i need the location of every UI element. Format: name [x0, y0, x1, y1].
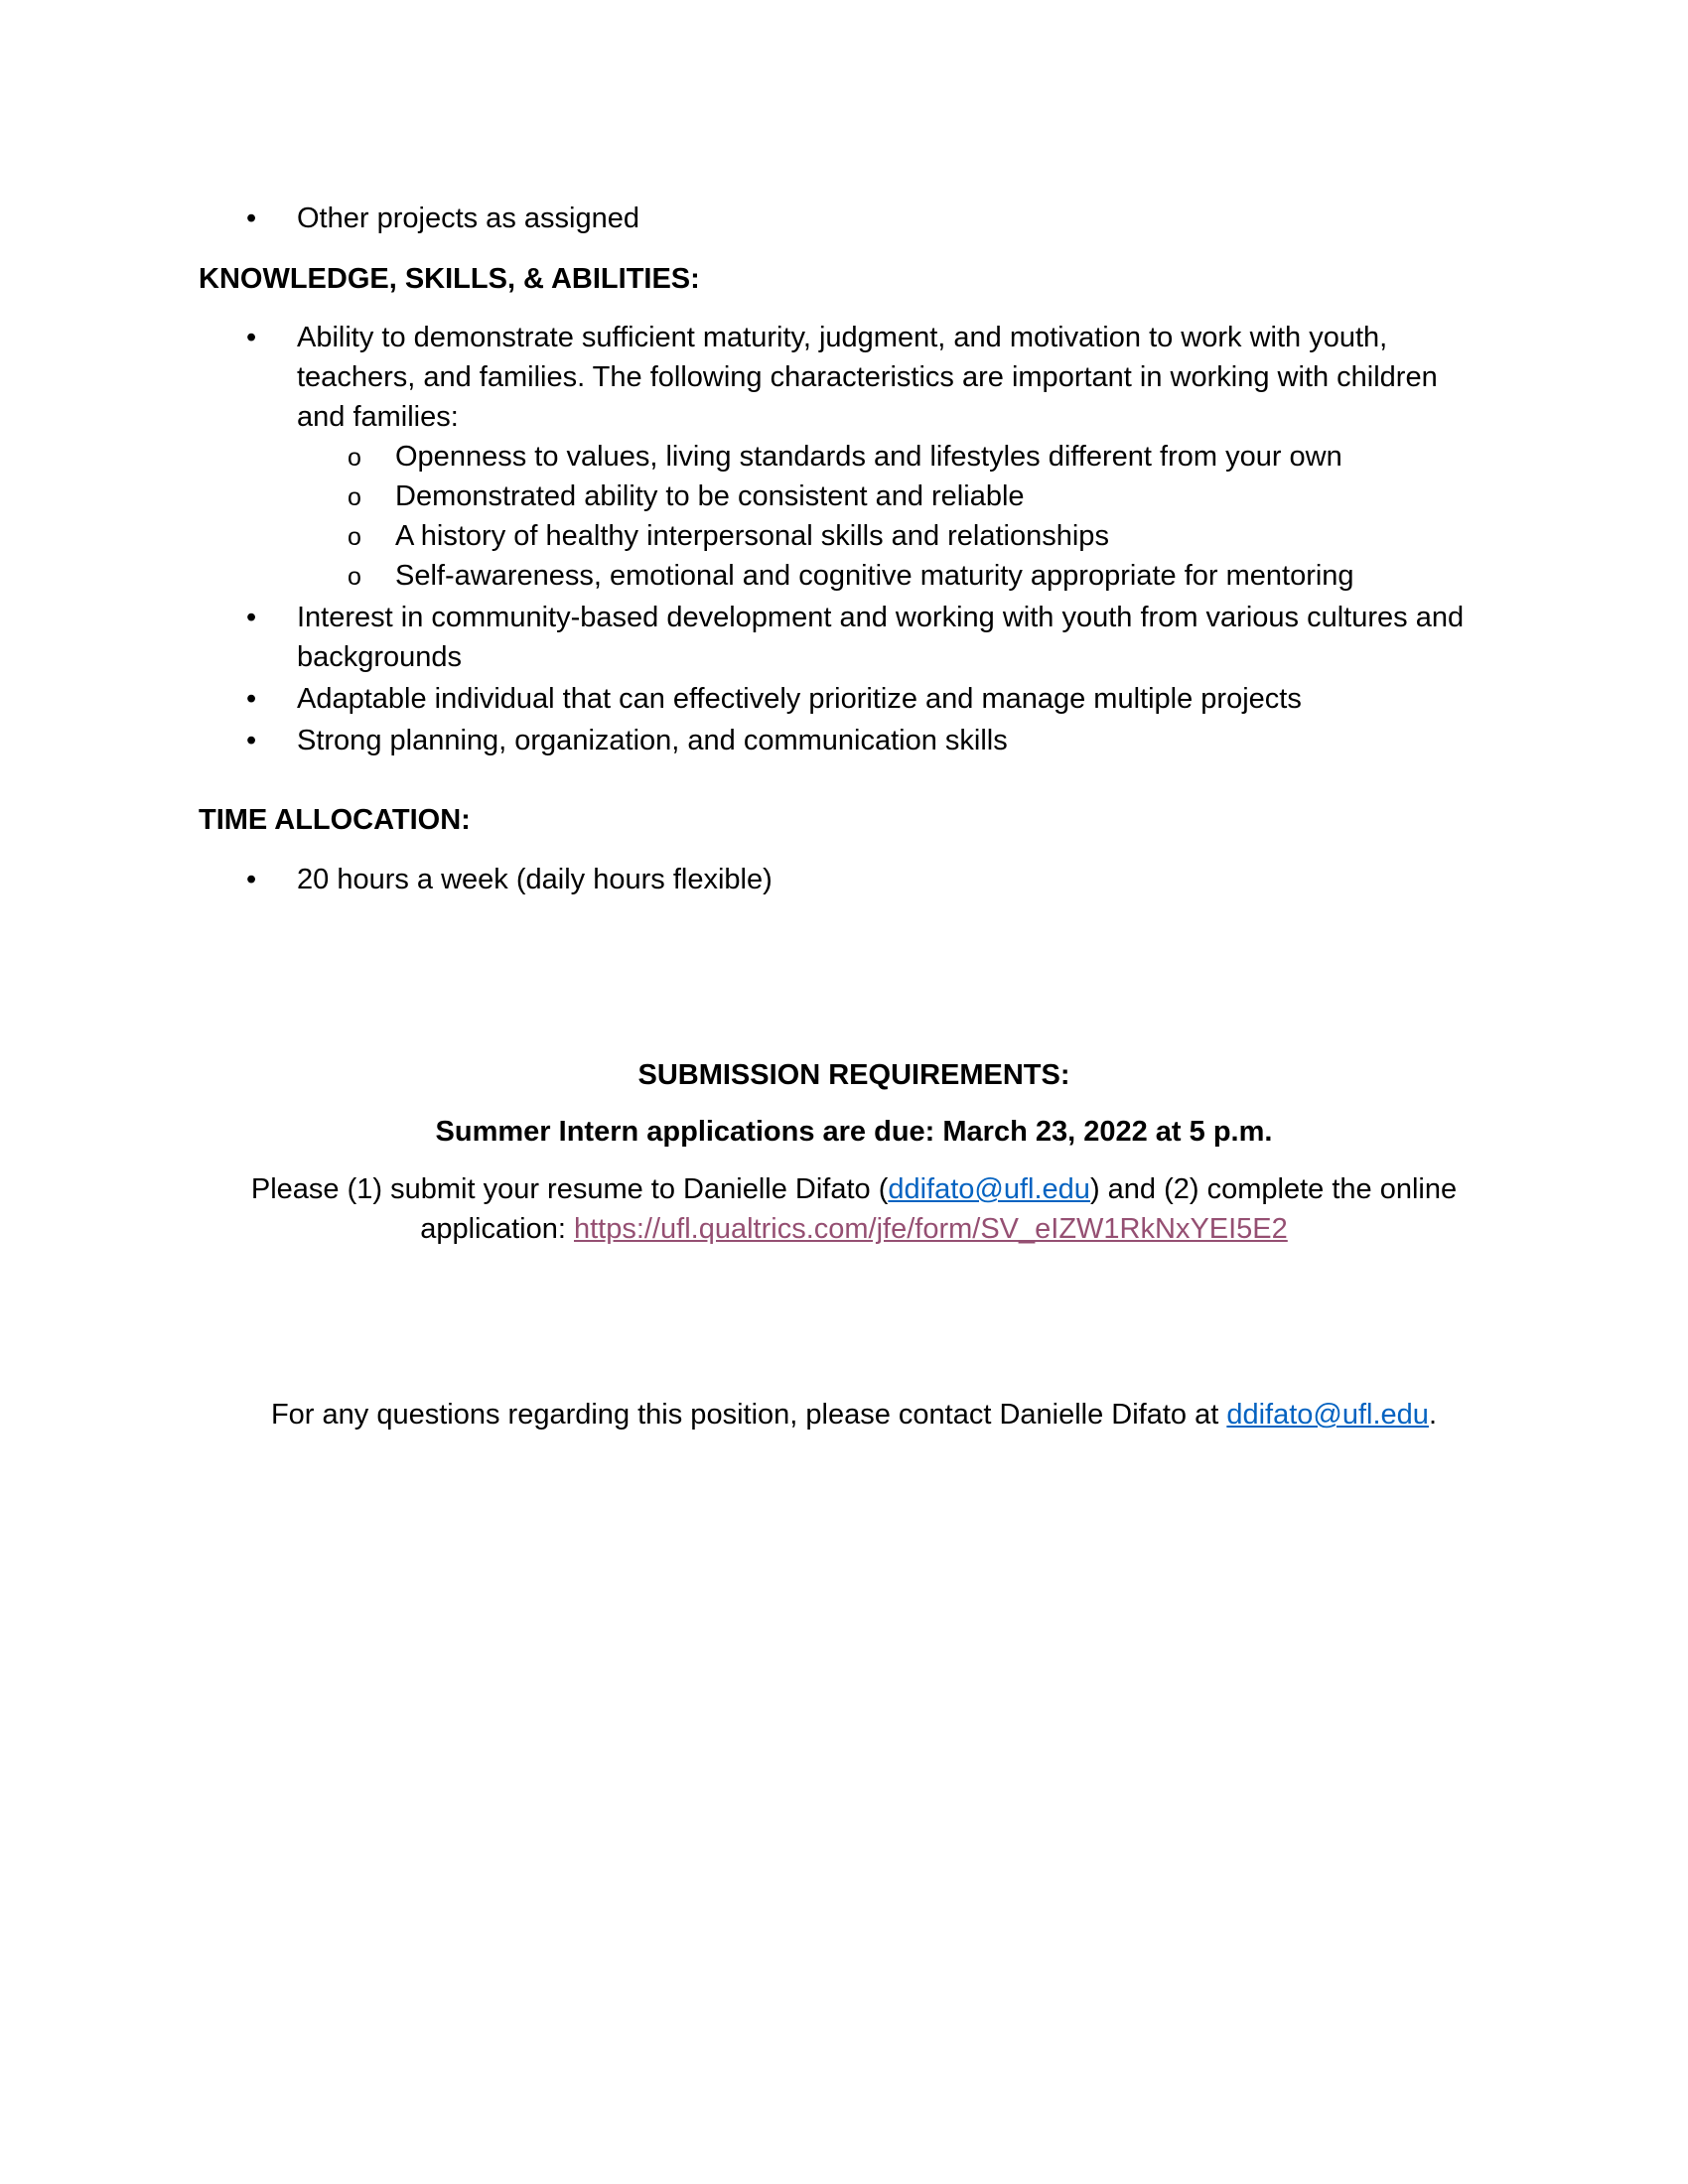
ksa-list-block — [199, 318, 1489, 760]
time-list — [199, 860, 1489, 899]
submission-text-before: Please (1) submit your resume to Danielle Difato ( — [250, 1173, 889, 1205]
submission-email-link[interactable]: ddifato@ufl.edu — [888, 1173, 1090, 1205]
contact-line — [189, 1395, 1519, 1434]
list-item-text: 20 hours a week (daily hours flexible) — [297, 864, 773, 895]
contact-text: For any questions regarding this position, please contact Danielle Difato at — [270, 1399, 1227, 1431]
list-item-text: Interest in community-based development and working with youth from various cultures and backgrounds — [297, 602, 1465, 673]
top-list-block — [199, 199, 1489, 238]
sub-list-item — [297, 516, 1489, 556]
submission-instructions — [189, 1169, 1519, 1249]
list-item — [199, 860, 1489, 899]
list-item — [199, 598, 1489, 677]
list-item — [199, 318, 1489, 596]
ksa-heading: KNOWLEDGE, SKILLS, & ABILITIES: — [199, 263, 700, 295]
ksa-list — [199, 318, 1489, 760]
list-item — [199, 679, 1489, 719]
list-item — [199, 199, 1489, 238]
contact-end: . — [1428, 1399, 1438, 1431]
sub-list-item-text: Demonstrated ability to be consistent and reliable — [395, 480, 1025, 512]
time-heading: TIME ALLOCATION: — [199, 804, 471, 836]
application-url-link[interactable]: https://ufl.qualtrics.com/jfe/form/SV_eIZW1RkNxYEI5E2 — [573, 1213, 1288, 1245]
list-item-text: Strong planning, organization, and communication skills — [297, 725, 1008, 756]
submission-text-after: ) and (2) complete the online application: — [420, 1173, 1458, 1245]
top-list — [199, 199, 1489, 238]
sub-list-item-text: Self-awareness, emotional and cognitive maturity appropriate for mentoring — [395, 560, 1354, 592]
ksa-sub-list — [297, 437, 1489, 596]
sub-list-item-text: Openness to values, living standards and lifestyles different from your own — [395, 441, 1342, 473]
list-item — [199, 721, 1489, 760]
sub-list-item — [297, 477, 1489, 516]
submission-heading: SUBMISSION REQUIREMENTS: — [637, 1059, 1070, 1091]
sub-list-item — [297, 437, 1489, 477]
sub-list-item — [297, 556, 1489, 596]
list-item-text: Other projects as assigned — [297, 203, 639, 234]
submission-deadline: Summer Intern applications are due: March 23, 2022 at 5 p.m. — [435, 1116, 1273, 1148]
list-item-text: Ability to demonstrate sufficient maturity, judgment, and motivation to work with youth, teachers, and families. The following characteristics are important in working with children and families: — [297, 322, 1438, 433]
list-item-text: Adaptable individual that can effectively prioritize and manage multiple projects — [297, 683, 1302, 715]
contact-email-link[interactable]: ddifato@ufl.edu — [1226, 1399, 1429, 1431]
time-list-block — [199, 860, 1489, 899]
sub-list-item-text: A history of healthy interpersonal skills and relationships — [395, 520, 1109, 552]
